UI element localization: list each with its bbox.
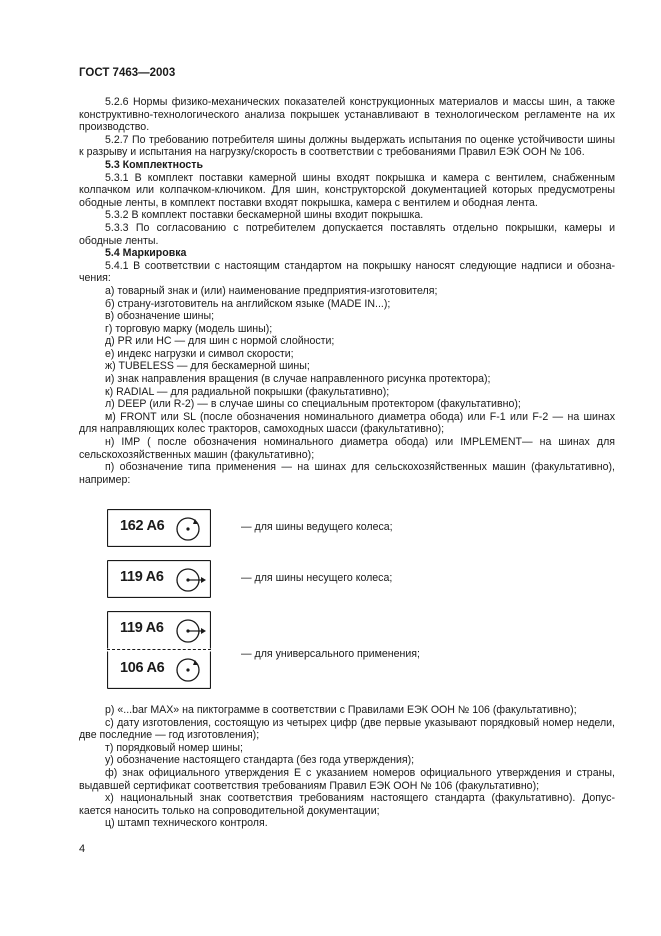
list-item: в) обозначение шины; — [105, 310, 215, 323]
body-text-bottom — [79, 704, 615, 830]
paragraph-5-3-1: 5.3.1 В комплект поставки камерной шины входят покрышка и камера с вентилем, снабженным колпачком или колпачком-ключиком. Для шин, конструкторской документацией которых предусмотрены ободные ленты, в комплект поставки входят покрышка, камера с вентилем и ободная лента. — [79, 171, 615, 209]
paragraph-5-3-3: 5.3.3 По согласованию с потребителем допускается поставлять отдельно покрышки, камеры и ободные ленты. — [79, 221, 615, 247]
paragraph-5-3-2: 5.3.2 В комплект поставки бескамерной шины входит покрышка. — [105, 209, 424, 222]
list-item: ф) знак официального утверждения Е с указанием номеров официального утверждения и страны, выдавшей сертификат соответствия требованиям Правил ЕЭК ООН № 106 (факультативно); — [79, 766, 615, 792]
pictogram-divider — [107, 649, 211, 650]
body-text-top — [79, 96, 615, 486]
list-item: т) порядковый номер шины; — [105, 741, 243, 754]
load-index-code: 119 A6 — [120, 569, 164, 585]
list-item: ц) штамп технического контроля. — [105, 817, 268, 830]
list-item: ж) TUBELESS — для бескамерной шины; — [105, 360, 310, 373]
list-item: б) страну-изготовитель на английском языке (MADE IN...); — [105, 297, 391, 310]
pictogram-caption: — для шины несущего колеса; — [241, 572, 393, 584]
pictogram-caption: — для шины ведущего колеса; — [241, 521, 393, 533]
list-item: к) RADIAL — для радиальной покрышки (факультативно); — [105, 385, 390, 398]
list-item: с) дату изготовления, состоящую из четырех цифр (две первые указывают порядковый номер недели, две последние — год изготовления); — [79, 716, 615, 742]
page-number: 4 — [79, 843, 86, 855]
section-heading-5-4: 5.4 Маркировка — [105, 247, 187, 260]
pictogram-universal-carrying — [107, 611, 211, 649]
list-item-n: н) IMP ( после обозначения номинального диаметра обода) или IMPLEMENT— на шинах для сельскохозяйственных машин (факультативно); — [79, 436, 615, 461]
paragraph-5-2-6: 5.2.6 Нормы физико-механических показателей конструкционных материалов и массы шин, а также конструктивно-технологического анализа покрышек устанавливают в технологическом регламенте на их производство. — [79, 96, 615, 134]
pictogram-caption: — для универсального применения; — [241, 648, 420, 660]
paragraph-5-2-7: 5.2.7 По требованию потребителя шины должны выдержать испытания по оценке устойчивости шины к разрыву и испытания на нагрузку/скорость в соответствии с требованиями Правил ЕЭК ООН № 106. — [79, 133, 615, 159]
list-item: р) «...bar MAX» на пиктограмме в соответствии с Правилами ЕЭК ООН № 106 (факультативно); — [105, 704, 577, 716]
list-item: л) DEEP (или R-2) — в случае шины со специальным протектором (факультативно); — [105, 398, 521, 411]
load-index-code: 162 A6 — [120, 518, 165, 534]
pictogram-carrying-wheel — [107, 560, 211, 598]
pictogram-universal-driving — [107, 651, 211, 689]
list-item: х) национальный знак соответствия требованиям настоящего стандарта (факультативно). Допус-кается наносить только на сопроводительной документации; — [79, 792, 615, 817]
section-heading-5-3: 5.3 Комплектность — [105, 158, 203, 171]
list-item: и) знак направления вращения (в случае направленного рисунка протектора); — [105, 373, 491, 386]
paragraph-5-4-1: 5.4.1 В соответствии с настоящим стандартом на покрышку наносят следующие надписи и обозна-чения: — [79, 259, 615, 285]
document-header: ГОСТ 7463—2003 — [79, 67, 176, 79]
list-item: г) торговую марку (модель шины); — [105, 322, 273, 335]
pictogram-driving-wheel — [107, 509, 211, 547]
list-item-p: п) обозначение типа применения — на шинах для сельскохозяйственных машин (факультативно), например: — [79, 461, 615, 486]
load-index-code: 106 A6 — [120, 660, 165, 676]
list-item-m: м) FRONT или SL (после обозначения номинального диаметра обода) или F-1 или F-2 — на шинах для направляющих колес тракторов, самоходных шасси (факультативно); — [79, 410, 615, 436]
load-index-code: 119 A6 — [120, 620, 164, 636]
list-item: у) обозначение настоящего стандарта (без года утверждения); — [105, 754, 415, 767]
list-item: д) PR или НС — для шин с нормой слойности; — [105, 335, 335, 348]
list-item: е) индекс нагрузки и символ скорости; — [105, 347, 294, 360]
list-item: а) товарный знак и (или) наименование предприятия-изготовителя; — [105, 284, 438, 297]
